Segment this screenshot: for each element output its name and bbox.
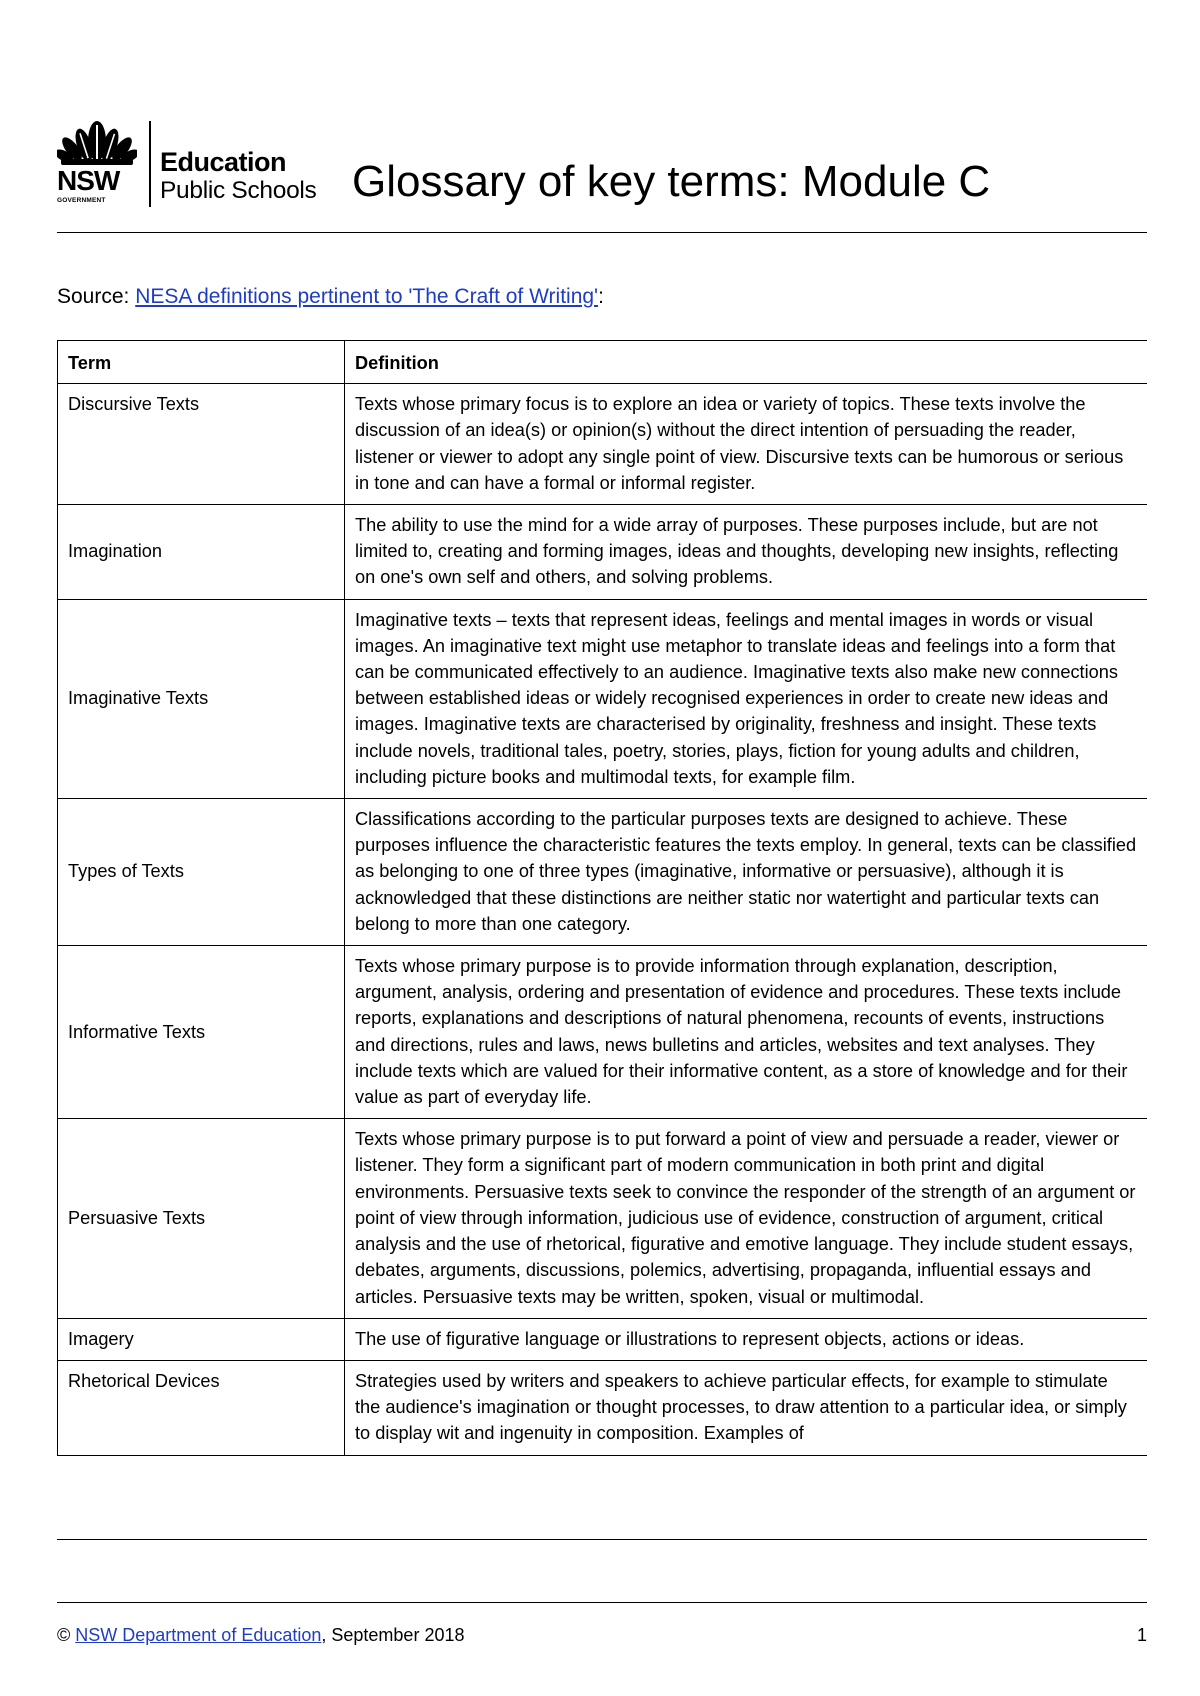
definition-cell: Texts whose primary focus is to explore an idea or variety of topics. These texts involve the discussion of an idea(s) or opinion(s) without the direct intention of persuading the reader, listener or viewer to adopt any single point of view. Discursive texts can be humorous or serious in tone and can have a formal or informal register. [345,384,1148,505]
page-title: Glossary of key terms: Module C [352,157,991,206]
term-cell: Imaginative Texts [58,599,345,798]
logo-divider [149,121,151,207]
term-cell: Persuasive Texts [58,1119,345,1318]
definition-cell: Texts whose primary purpose is to put forward a point of view and persuade a reader, viewer or listener. They form a significant part of modern communication in both print and digital environments. Persuasive texts seek to convince the responder of the strength of an argument or point of view through information, judicious use of evidence, construction of argument, critical analysis and the use of rhetorical, figurative and emotive language. They include student essays, debates, arguments, discussions, polemics, advertising, propaganda, influential essays and articles. Persuasive texts may be written, spoken, visual or multimodal. [345,1119,1148,1318]
copyright-symbol: © [57,1625,76,1645]
footer-date: , September 2018 [321,1625,465,1645]
term-cell: Informative Texts [58,946,345,1119]
table-row [58,1318,1148,1360]
term-cell: Types of Texts [58,799,345,946]
table-row [58,384,1148,505]
term-cell: Imagination [58,505,345,600]
table-row [58,1360,1148,1455]
page-footer [57,1625,1147,1646]
definition-cell: The use of figurative language or illustrations to represent objects, actions or ideas. [345,1318,1148,1360]
nesa-definitions-link[interactable]: NESA definitions pertinent to 'The Craft of Writing' [135,285,599,308]
footer-divider [57,1602,1147,1603]
table-row [58,1119,1148,1318]
header-divider [57,232,1147,233]
definition-cell: Strategies used by writers and speakers to achieve particular effects, for example to stimulate the audience's imagination or thought processes, to draw attention to a particular idea, or simply to display wit and ingenuity in composition. Examples of [345,1360,1148,1455]
logo-government-text: GOVERNMENT [57,197,106,204]
term-cell: Imagery [58,1318,345,1360]
glossary-table [57,340,1147,1456]
waratah-icon [57,111,137,167]
logo-education-text: Education [160,147,287,177]
nsw-education-logo [57,111,342,207]
definition-cell: Texts whose primary purpose is to provide information through explanation, description, argument, analysis, ordering and presentation of evidence and procedures. These texts include reports, explanations and descriptions of natural phenomena, recounts of events, instructions and directions, rules and laws, news bulletins and articles, websites and text analyses. They include texts which are valued for their informative content, as a store of knowledge and for their value as part of everyday life. [345,946,1148,1119]
logo-nsw-text: NSW [57,165,120,196]
source-label: Source: [57,285,136,308]
definition-cell: Classifications according to the particular purposes texts are designed to achieve. These purposes influence the characteristic features the texts employ. In general, texts can be classified as belonging to one of three types (imaginative, informative or persuasive), although it is acknowledged that these distinctions are neither static nor watertight and particular texts can belong to more than one category. [345,799,1148,946]
table-header-row [58,341,1148,384]
source-suffix: : [598,285,604,308]
term-cell: Discursive Texts [58,384,345,505]
page-number: 1 [1136,1625,1147,1645]
document-header [57,105,1147,205]
definition-cell: The ability to use the mind for a wide array of purposes. These purposes include, but are not limited to, creating and forming images, ideas and thoughts, developing new insights, reflecting on one's own self and others, and solving problems. [345,505,1148,600]
column-header-definition: Definition [345,341,1148,384]
table-row [58,799,1148,946]
logo-public-schools-text: Public Schools [160,177,317,204]
table-row [58,599,1148,798]
nsw-department-link[interactable]: NSW Department of Education [75,1625,322,1645]
table-row [58,946,1148,1119]
source-line [57,285,604,309]
definition-cell: Imaginative texts – texts that represent ideas, feelings and mental images in words or visual images. An imaginative text might use metaphor to translate ideas and feelings into a form that can be communicated effectively to an audience. Imaginative texts also make new connections between established ideas or widely recognised experiences in order to create new ideas and images. Imaginative texts are characterised by originality, freshness and insight. These texts include novels, traditional tales, poetry, stories, plays, fiction for young adults and children, including picture books and multimodal texts, for example film. [345,599,1148,798]
glossary-table-container [57,340,1147,1540]
column-header-term: Term [58,341,345,384]
term-cell: Rhetorical Devices [58,1360,345,1455]
table-row [58,505,1148,600]
